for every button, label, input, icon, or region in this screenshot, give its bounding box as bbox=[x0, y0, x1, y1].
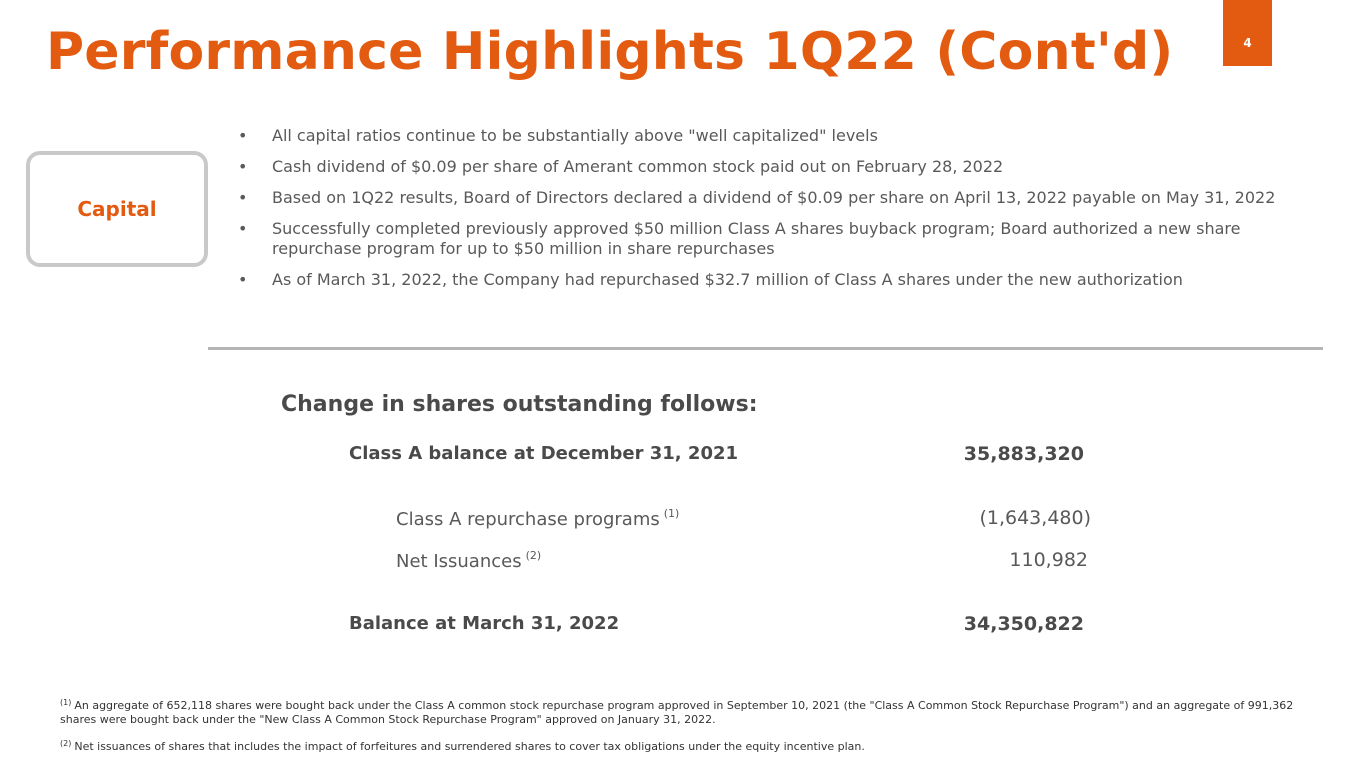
page-number: 4 bbox=[1243, 36, 1252, 50]
capital-category-box bbox=[26, 151, 208, 267]
opening-balance-value: 35,883,320 bbox=[963, 443, 1084, 465]
shares-heading: Change in shares outstanding follows: bbox=[281, 392, 758, 417]
issuances-row-label bbox=[396, 549, 541, 572]
footnote-1 bbox=[60, 696, 1310, 727]
footnote-1-text: An aggregate of 652,118 shares were bought back under the Class A common stock repurchase program approved in September 10, 2021 (the "Class A Common Stock Repurchase Program") and an aggregate of 991,362 shares were bought back under the "New Class A Common Stock Repurchase Program" approved on January 31, 2022. bbox=[60, 699, 1294, 726]
footnote-2-text: Net issuances of shares that includes the impact of forfeitures and surrendered shares to cover tax obligations under the equity incentive plan. bbox=[74, 740, 865, 753]
issuances-label: Net Issuances bbox=[396, 551, 522, 572]
page-number-badge bbox=[1223, 0, 1272, 66]
repurchase-row-label bbox=[396, 507, 679, 530]
repurchase-footnote-marker: (1) bbox=[663, 507, 680, 520]
page-title: Performance Highlights 1Q22 (Cont'd) bbox=[46, 22, 1174, 82]
issuances-footnote-marker: (2) bbox=[525, 549, 542, 562]
bullet-item bbox=[236, 126, 1326, 146]
opening-balance-label: Class A balance at December 31, 2021 bbox=[349, 443, 739, 464]
footnote-2-marker: (2) bbox=[60, 739, 72, 748]
footnote-2 bbox=[60, 737, 1310, 754]
bullet-text: All capital ratios continue to be substantially above "well capitalized" levels bbox=[272, 126, 878, 145]
section-divider bbox=[208, 347, 1323, 350]
bullet-text: Cash dividend of $0.09 per share of Amerant common stock paid out on February 28, 2022 bbox=[272, 157, 1004, 176]
footnote-1-marker: (1) bbox=[60, 698, 72, 707]
capital-bullet-list bbox=[236, 126, 1326, 301]
bullet-symbol: • bbox=[238, 219, 248, 238]
closing-balance-value: 34,350,822 bbox=[963, 613, 1084, 635]
bullet-item bbox=[236, 188, 1326, 208]
repurchase-label: Class A repurchase programs bbox=[396, 509, 660, 530]
bullet-item bbox=[236, 157, 1326, 177]
bullet-symbol: • bbox=[238, 157, 248, 176]
closing-balance-label: Balance at March 31, 2022 bbox=[349, 613, 620, 634]
repurchase-value: (1,643,480) bbox=[979, 507, 1091, 529]
bullet-text: Successfully completed previously approved $50 million Class A shares buyback program; Board authorized a new share repurchase program for up to $50 million in share repurchases bbox=[272, 219, 1241, 258]
issuances-value: 110,982 bbox=[1009, 549, 1088, 571]
bullet-text: As of March 31, 2022, the Company had repurchased $32.7 million of Class A shares under the new authorization bbox=[272, 270, 1183, 289]
bullet-symbol: • bbox=[238, 126, 248, 145]
bullet-item bbox=[236, 270, 1326, 290]
bullet-symbol: • bbox=[238, 270, 248, 289]
bullet-item bbox=[236, 219, 1326, 259]
capital-label: Capital bbox=[77, 197, 157, 221]
bullet-text: Based on 1Q22 results, Board of Directors declared a dividend of $0.09 per share on April 13, 2022 payable on May 31, 2022 bbox=[272, 188, 1276, 207]
bullet-symbol: • bbox=[238, 188, 248, 207]
